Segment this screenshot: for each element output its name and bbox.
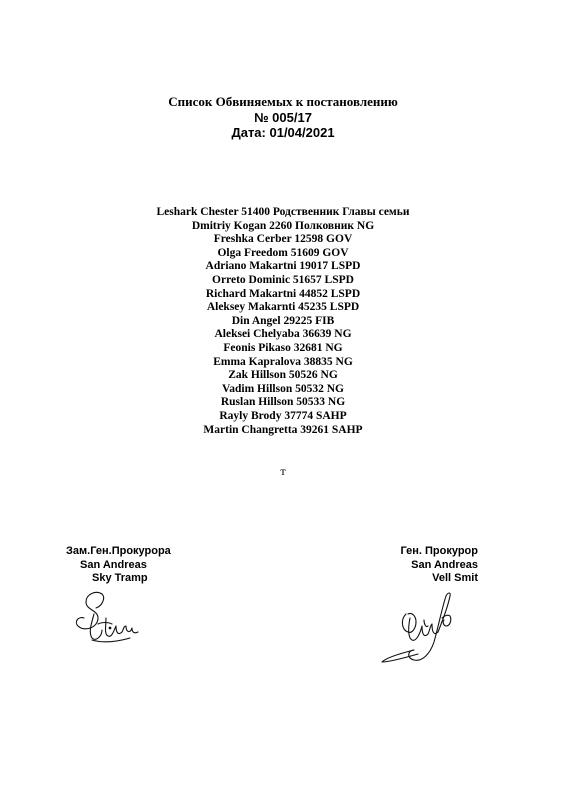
deputy-prosecutor-block xyxy=(66,545,206,586)
list-item: Leshark Chester 51400 Родственник Главы семьи xyxy=(156,206,410,218)
list-item: Aleksei Chelyaba 36639 NG xyxy=(214,328,352,341)
general-signature xyxy=(378,588,460,666)
list-item: Ruslan Hillson 50533 NG xyxy=(220,396,346,409)
list-item: Adriano Makartni 19017 LSPD xyxy=(205,260,361,273)
list-item: Dmitriy Kogan 2260 Полковник NG xyxy=(191,219,375,232)
list-item: Vadim Hillson 50532 NG xyxy=(222,382,344,395)
list-item: Orreto Dominic 51657 LSPD xyxy=(212,273,354,286)
signatory-region: San Andreas xyxy=(80,558,147,571)
stray-mark: т xyxy=(280,464,286,478)
deputy-signature xyxy=(72,588,142,646)
signatory-position: Зам.Ген.Прокурора xyxy=(66,545,171,557)
defendants-list xyxy=(0,206,566,437)
document-number: № 005/17 xyxy=(254,110,312,125)
list-item: Freshka Cerber 12598 GOV xyxy=(213,233,353,246)
signatory-name: Sky Tramp xyxy=(92,572,148,584)
list-item: Aleksey Makarnti 45235 LSPD xyxy=(206,301,360,314)
signatory-region: San Andreas xyxy=(411,558,478,571)
list-item: Din Angel 29225 FIB xyxy=(231,314,335,327)
general-prosecutor-block xyxy=(338,545,478,586)
list-item: Richard Makartni 44852 LSPD xyxy=(205,287,361,300)
list-item: Zak Hillson 50526 NG xyxy=(228,369,338,382)
document-date: Дата: 01/04/2021 xyxy=(231,125,335,140)
list-item: Rayly Brody 37774 SAHP xyxy=(219,409,347,422)
list-item: Olga Freedom 51609 GOV xyxy=(217,246,349,259)
signatory-position: Ген. Прокурор xyxy=(400,545,478,557)
list-item: Feonis Pikaso 32681 NG xyxy=(223,341,343,354)
signatory-name: Vell Smit xyxy=(432,572,478,584)
list-item: Emma Kapralova 38835 NG xyxy=(213,355,353,368)
list-item: Martin Changretta 39261 SAHP xyxy=(203,423,363,436)
document-title: Список Обвиняемых к постановлению xyxy=(168,94,398,109)
